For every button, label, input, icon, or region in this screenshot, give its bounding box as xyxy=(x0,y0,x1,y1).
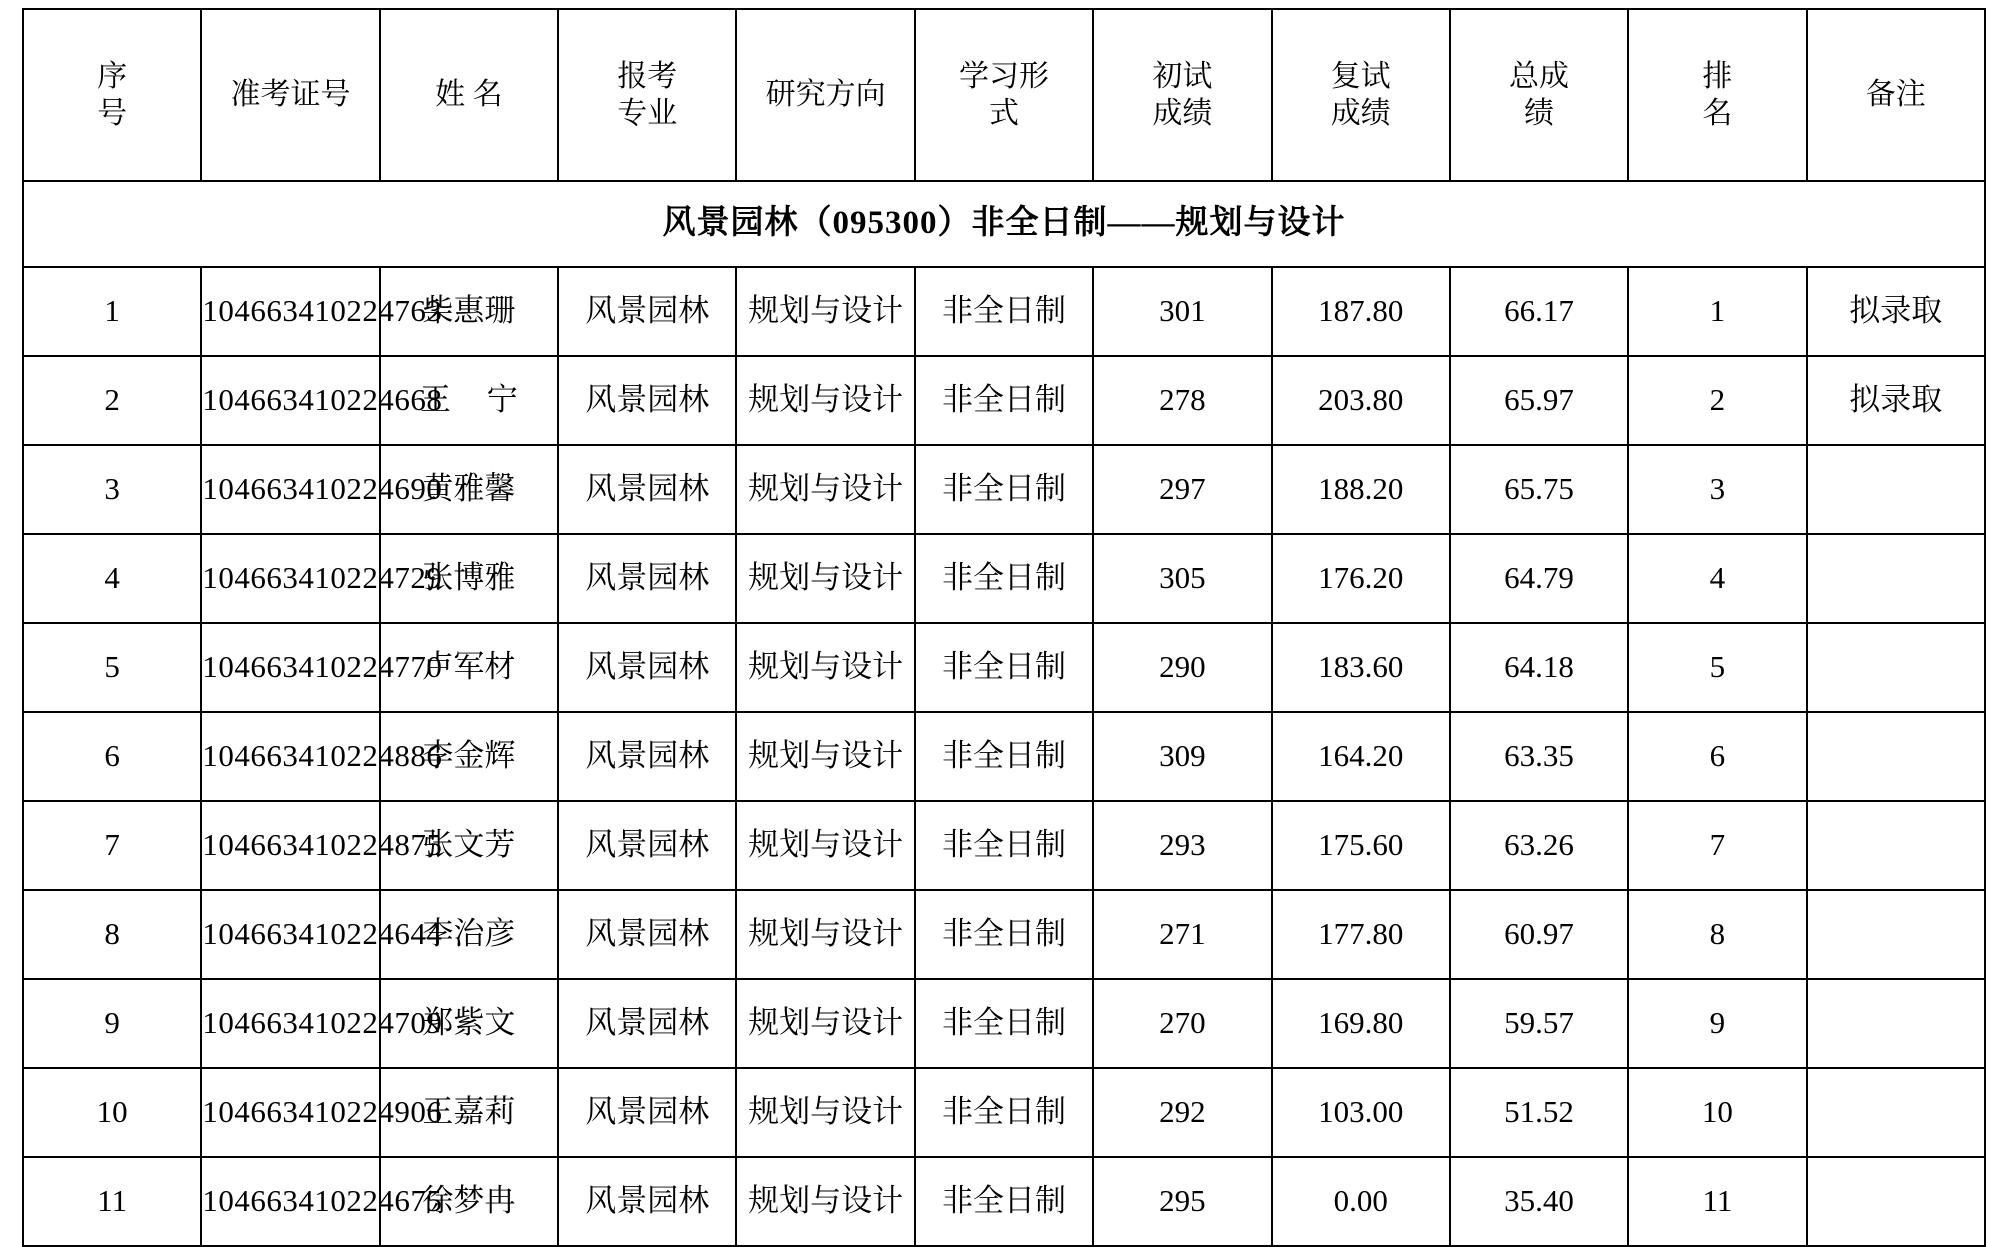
cell-second-score: 203.80 xyxy=(1272,356,1450,445)
cell-major: 风景园林 xyxy=(558,712,736,801)
cell-remark xyxy=(1807,534,1985,623)
cell-rank: 9 xyxy=(1628,979,1806,1068)
column-header-mode-line1: 学习形 xyxy=(958,59,1049,93)
column-header-total-score xyxy=(1450,9,1628,181)
cell-total-score: 63.26 xyxy=(1450,801,1628,890)
cell-total-score: 59.57 xyxy=(1450,979,1628,1068)
cell-ticket: 104663410224675 xyxy=(201,1157,379,1246)
section-title-row xyxy=(23,181,1985,267)
cell-mode: 非全日制 xyxy=(915,445,1093,534)
cell-mode: 非全日制 xyxy=(915,1157,1093,1246)
cell-mode: 非全日制 xyxy=(915,1068,1093,1157)
column-header-name-line1: 姓 名 xyxy=(435,78,503,112)
table-row xyxy=(23,445,1985,534)
cell-mode: 非全日制 xyxy=(915,712,1093,801)
cell-rank: 2 xyxy=(1628,356,1806,445)
cell-major: 风景园林 xyxy=(558,801,736,890)
cell-total-score: 64.79 xyxy=(1450,534,1628,623)
cell-mode: 非全日制 xyxy=(915,267,1093,356)
cell-first-score: 270 xyxy=(1093,979,1271,1068)
cell-direction: 规划与设计 xyxy=(736,801,914,890)
cell-name: 王嘉莉 xyxy=(380,1068,558,1157)
column-header-major-line1: 报考 xyxy=(617,59,678,93)
cell-first-score: 293 xyxy=(1093,801,1271,890)
cell-rank: 1 xyxy=(1628,267,1806,356)
cell-total-score: 63.35 xyxy=(1450,712,1628,801)
cell-seq: 3 xyxy=(23,445,201,534)
column-header-ticket-line1: 准考证号 xyxy=(230,78,351,112)
table-row xyxy=(23,890,1985,979)
column-header-rank-line2: 名 xyxy=(1702,97,1733,130)
cell-ticket: 104663410224690 xyxy=(201,445,379,534)
cell-first-score: 309 xyxy=(1093,712,1271,801)
cell-rank: 7 xyxy=(1628,801,1806,890)
column-header-rank xyxy=(1628,9,1806,181)
column-header-direction-line1: 研究方向 xyxy=(765,78,886,112)
cell-rank: 5 xyxy=(1628,623,1806,712)
column-header-major xyxy=(558,9,736,181)
column-header-second-score-line2: 成绩 xyxy=(1330,97,1391,130)
cell-rank: 4 xyxy=(1628,534,1806,623)
cell-name xyxy=(380,356,558,445)
cell-first-score: 292 xyxy=(1093,1068,1271,1157)
column-header-seq-line1: 序 xyxy=(97,59,128,93)
column-header-seq xyxy=(23,9,201,181)
cell-remark xyxy=(1807,979,1985,1068)
cell-second-score: 188.20 xyxy=(1272,445,1450,534)
cell-name: 张博雅 xyxy=(380,534,558,623)
table-row xyxy=(23,801,1985,890)
column-header-first-score xyxy=(1093,9,1271,181)
cell-direction: 规划与设计 xyxy=(736,445,914,534)
cell-direction: 规划与设计 xyxy=(736,712,914,801)
section-title: 风景园林（095300）非全日制——规划与设计 xyxy=(23,181,1985,267)
table-row xyxy=(23,623,1985,712)
cell-first-score: 290 xyxy=(1093,623,1271,712)
cell-direction: 规划与设计 xyxy=(736,1157,914,1246)
cell-rank: 6 xyxy=(1628,712,1806,801)
cell-name: 张文芳 xyxy=(380,801,558,890)
table-row xyxy=(23,267,1985,356)
table-row xyxy=(23,979,1985,1068)
table-row xyxy=(23,534,1985,623)
cell-rank: 8 xyxy=(1628,890,1806,979)
cell-second-score: 187.80 xyxy=(1272,267,1450,356)
column-header-total-score-line1: 总成 xyxy=(1509,59,1570,93)
cell-name: 卢军材 xyxy=(380,623,558,712)
cell-major: 风景园林 xyxy=(558,534,736,623)
cell-total-score: 65.97 xyxy=(1450,356,1628,445)
cell-seq: 1 xyxy=(23,267,201,356)
column-header-remark xyxy=(1807,9,1985,181)
table-row xyxy=(23,712,1985,801)
cell-total-score: 66.17 xyxy=(1450,267,1628,356)
table-row xyxy=(23,1157,1985,1246)
cell-total-score: 60.97 xyxy=(1450,890,1628,979)
column-header-total-score-line2: 绩 xyxy=(1524,97,1555,130)
cell-total-score: 64.18 xyxy=(1450,623,1628,712)
column-header-direction xyxy=(736,9,914,181)
cell-first-score: 301 xyxy=(1093,267,1271,356)
cell-first-score: 305 xyxy=(1093,534,1271,623)
cell-remark xyxy=(1807,712,1985,801)
cell-second-score: 183.60 xyxy=(1272,623,1450,712)
cell-seq: 11 xyxy=(23,1157,201,1246)
cell-mode: 非全日制 xyxy=(915,534,1093,623)
cell-name-text: 王 宁 xyxy=(420,382,532,418)
cell-mode: 非全日制 xyxy=(915,979,1093,1068)
cell-mode: 非全日制 xyxy=(915,890,1093,979)
table-row xyxy=(23,356,1985,445)
cell-ticket: 104663410224668 xyxy=(201,356,379,445)
cell-direction: 规划与设计 xyxy=(736,979,914,1068)
cell-ticket: 104663410224875 xyxy=(201,801,379,890)
admission-score-table xyxy=(22,8,1986,1247)
cell-remark xyxy=(1807,801,1985,890)
cell-direction: 规划与设计 xyxy=(736,267,914,356)
cell-second-score: 176.20 xyxy=(1272,534,1450,623)
cell-remark xyxy=(1807,445,1985,534)
cell-total-score: 51.52 xyxy=(1450,1068,1628,1157)
cell-second-score: 169.80 xyxy=(1272,979,1450,1068)
table-body xyxy=(23,181,1985,1246)
column-header-rank-line1: 排 xyxy=(1702,59,1733,93)
cell-mode: 非全日制 xyxy=(915,623,1093,712)
cell-second-score: 164.20 xyxy=(1272,712,1450,801)
column-header-major-line2: 专业 xyxy=(617,97,678,130)
cell-remark xyxy=(1807,1157,1985,1246)
cell-seq: 9 xyxy=(23,979,201,1068)
cell-rank: 10 xyxy=(1628,1068,1806,1157)
cell-first-score: 278 xyxy=(1093,356,1271,445)
cell-second-score: 103.00 xyxy=(1272,1068,1450,1157)
table-row xyxy=(23,1068,1985,1157)
column-header-second-score-line1: 复试 xyxy=(1330,59,1391,93)
cell-major: 风景园林 xyxy=(558,979,736,1068)
column-header-seq-line2: 号 xyxy=(97,97,128,130)
cell-major: 风景园林 xyxy=(558,1068,736,1157)
column-header-remark-line1: 备注 xyxy=(1865,78,1926,112)
cell-name: 李治彦 xyxy=(380,890,558,979)
cell-mode: 非全日制 xyxy=(915,801,1093,890)
cell-rank: 11 xyxy=(1628,1157,1806,1246)
column-header-first-score-line1: 初试 xyxy=(1152,59,1213,93)
cell-name: 黄雅馨 xyxy=(380,445,558,534)
cell-name: 柴惠珊 xyxy=(380,267,558,356)
cell-second-score: 177.80 xyxy=(1272,890,1450,979)
cell-seq: 2 xyxy=(23,356,201,445)
cell-ticket: 104663410224886 xyxy=(201,712,379,801)
column-header-ticket xyxy=(201,9,379,181)
cell-ticket: 104663410224763 xyxy=(201,267,379,356)
cell-first-score: 295 xyxy=(1093,1157,1271,1246)
cell-direction: 规划与设计 xyxy=(736,356,914,445)
cell-name: 郑紫文 xyxy=(380,979,558,1068)
cell-remark: 拟录取 xyxy=(1807,267,1985,356)
cell-name: 李金辉 xyxy=(380,712,558,801)
cell-total-score: 35.40 xyxy=(1450,1157,1628,1246)
cell-seq: 8 xyxy=(23,890,201,979)
column-header-second-score xyxy=(1272,9,1450,181)
cell-mode: 非全日制 xyxy=(915,356,1093,445)
cell-seq: 10 xyxy=(23,1068,201,1157)
cell-remark xyxy=(1807,623,1985,712)
cell-ticket: 104663410224709 xyxy=(201,979,379,1068)
cell-remark: 拟录取 xyxy=(1807,356,1985,445)
cell-major: 风景园林 xyxy=(558,1157,736,1246)
cell-direction: 规划与设计 xyxy=(736,623,914,712)
column-header-mode xyxy=(915,9,1093,181)
cell-seq: 6 xyxy=(23,712,201,801)
cell-major: 风景园林 xyxy=(558,267,736,356)
cell-remark xyxy=(1807,890,1985,979)
cell-major: 风景园林 xyxy=(558,623,736,712)
cell-major: 风景园林 xyxy=(558,890,736,979)
cell-total-score: 65.75 xyxy=(1450,445,1628,534)
cell-direction: 规划与设计 xyxy=(736,1068,914,1157)
column-header-first-score-line2: 成绩 xyxy=(1152,97,1213,130)
cell-ticket: 104663410224770 xyxy=(201,623,379,712)
cell-first-score: 297 xyxy=(1093,445,1271,534)
cell-seq: 5 xyxy=(23,623,201,712)
cell-rank: 3 xyxy=(1628,445,1806,534)
table-header xyxy=(23,9,1985,181)
cell-second-score: 175.60 xyxy=(1272,801,1450,890)
cell-ticket: 104663410224906 xyxy=(201,1068,379,1157)
cell-major: 风景园林 xyxy=(558,356,736,445)
cell-seq: 4 xyxy=(23,534,201,623)
column-header-mode-line2: 式 xyxy=(988,97,1019,130)
column-header-name xyxy=(380,9,558,181)
cell-ticket: 104663410224644 xyxy=(201,890,379,979)
cell-direction: 规划与设计 xyxy=(736,890,914,979)
cell-major: 风景园林 xyxy=(558,445,736,534)
cell-seq: 7 xyxy=(23,801,201,890)
cell-remark xyxy=(1807,1068,1985,1157)
cell-second-score: 0.00 xyxy=(1272,1157,1450,1246)
table-header-row xyxy=(23,9,1985,181)
cell-direction: 规划与设计 xyxy=(736,534,914,623)
cell-ticket: 104663410224729 xyxy=(201,534,379,623)
cell-first-score: 271 xyxy=(1093,890,1271,979)
cell-name: 徐梦冉 xyxy=(380,1157,558,1246)
